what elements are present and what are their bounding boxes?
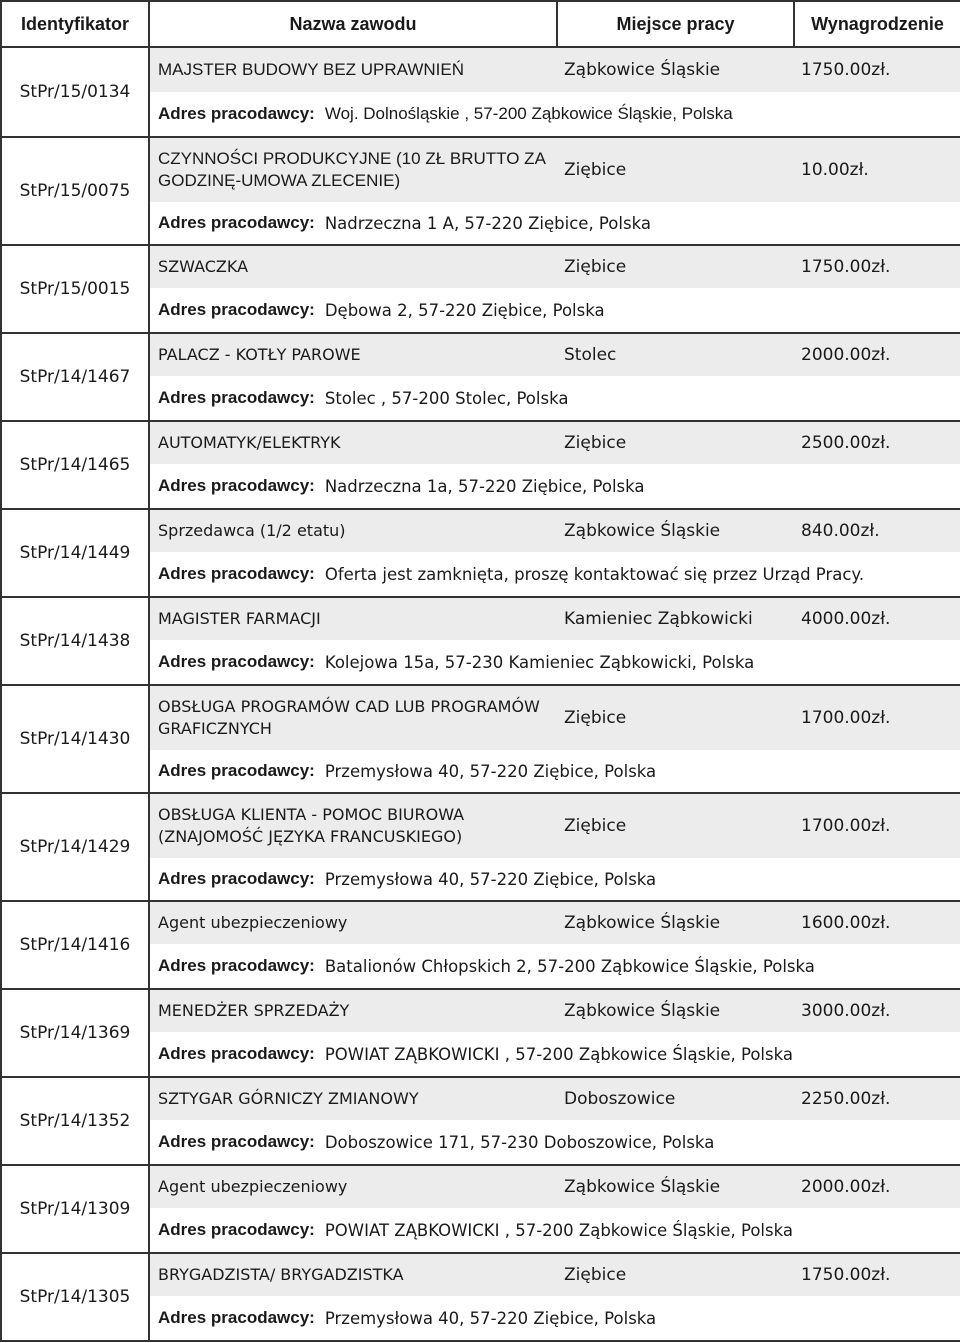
offer-line xyxy=(150,1254,960,1296)
employer-address-line xyxy=(150,1208,960,1252)
employer-address-line xyxy=(150,944,960,988)
table-row xyxy=(1,245,960,333)
salary: 840.00zł. xyxy=(801,521,880,541)
job-title: OBSŁUGA PROGRAMÓW CAD LUB PROGRAMÓW GRAFICZNYCH xyxy=(158,697,540,738)
offer-line xyxy=(150,794,960,858)
employer-address-line xyxy=(150,202,960,244)
offer-details xyxy=(149,597,960,685)
employer-address-line xyxy=(150,376,960,420)
job-title: SZTYGAR GÓRNICZY ZMIANOWY xyxy=(158,1089,419,1108)
job-offers-body xyxy=(1,47,960,1341)
salary: 2500.00zł. xyxy=(801,433,891,453)
employer-address: POWIAT ZĄBKOWICKI , 57-200 Ząbkowice Śląskie, Polska xyxy=(324,1044,793,1064)
offer-id: StPr/14/1369 xyxy=(1,989,149,1077)
salary: 1600.00zł. xyxy=(801,913,891,933)
salary: 1750.00zł. xyxy=(801,60,891,80)
employer-address: Woj. Dolnośląskie , 57-200 Ząbkowice Śląskie, Polska xyxy=(324,104,733,123)
offer-line xyxy=(150,422,960,464)
work-place: Ząbkowice Śląskie xyxy=(564,521,721,541)
address-label: Adres pracodawcy: xyxy=(158,1044,315,1063)
salary: 1750.00zł. xyxy=(801,257,891,277)
employer-address: Oferta jest zamknięta, proszę kontaktować się przez Urząd Pracy. xyxy=(324,564,865,584)
employer-address-line xyxy=(150,1120,960,1164)
offer-line xyxy=(150,48,960,92)
table-row xyxy=(1,137,960,245)
employer-address-line xyxy=(150,552,960,596)
salary: 1750.00zł. xyxy=(801,1265,891,1285)
work-place: Ząbkowice Śląskie xyxy=(564,60,721,80)
offer-id: StPr/15/0015 xyxy=(1,245,149,333)
salary: 1700.00zł. xyxy=(801,816,891,836)
address-label: Adres pracodawcy: xyxy=(158,869,315,888)
offer-id: StPr/14/1352 xyxy=(1,1077,149,1165)
header-name: Nazwa zawodu xyxy=(149,1,557,47)
header-pay: Wynagrodzenie xyxy=(794,1,960,47)
work-place: Ziębice xyxy=(564,1265,627,1285)
address-label: Adres pracodawcy: xyxy=(158,476,315,495)
offer-id: StPr/14/1305 xyxy=(1,1253,149,1341)
work-place: Ziębice xyxy=(564,708,627,728)
address-label: Adres pracodawcy: xyxy=(158,388,315,407)
offer-id: StPr/14/1416 xyxy=(1,901,149,989)
address-label: Adres pracodawcy: xyxy=(158,956,315,975)
job-title: MENEDŻER SPRZEDAŻY xyxy=(158,1001,350,1020)
address-label: Adres pracodawcy: xyxy=(158,652,315,671)
employer-address-line xyxy=(150,1032,960,1076)
offer-details xyxy=(149,509,960,597)
salary: 2250.00zł. xyxy=(801,1089,891,1109)
employer-address: Doboszowice 171, 57-230 Doboszowice, Polska xyxy=(324,1132,715,1152)
table-row xyxy=(1,1165,960,1253)
address-label: Adres pracodawcy: xyxy=(158,1220,315,1239)
offer-details xyxy=(149,685,960,793)
offer-line xyxy=(150,990,960,1032)
offer-details xyxy=(149,245,960,333)
salary: 1700.00zł. xyxy=(801,708,891,728)
offer-id: StPr/14/1309 xyxy=(1,1165,149,1253)
table-row xyxy=(1,901,960,989)
employer-address: Przemysłowa 40, 57-220 Ziębice, Polska xyxy=(324,761,657,781)
table-row xyxy=(1,793,960,901)
work-place: Ząbkowice Śląskie xyxy=(564,1177,721,1197)
work-place: Ziębice xyxy=(564,257,627,277)
address-label: Adres pracodawcy: xyxy=(158,300,315,319)
table-row xyxy=(1,333,960,421)
employer-address: Nadrzeczna 1 A, 57-220 Ziębice, Polska xyxy=(324,213,651,233)
table-row xyxy=(1,597,960,685)
offer-id: StPr/14/1467 xyxy=(1,333,149,421)
offer-line xyxy=(150,510,960,552)
offer-line xyxy=(150,686,960,750)
job-title: OBSŁUGA KLIENTA - POMOC BIUROWA (ZNAJOMOŚĆ JĘZYKA FRANCUSKIEGO) xyxy=(158,805,465,846)
offer-details xyxy=(149,793,960,901)
offer-line xyxy=(150,902,960,944)
job-title: AUTOMATYK/ELEKTRYK xyxy=(158,433,341,452)
job-title: Agent ubezpieczeniowy xyxy=(158,913,348,932)
employer-address: Stolec , 57-200 Stolec, Polska xyxy=(324,388,569,408)
offer-line xyxy=(150,334,960,376)
address-label: Adres pracodawcy: xyxy=(158,1132,315,1151)
work-place: Kamieniec Ząbkowicki xyxy=(564,609,753,629)
offer-details xyxy=(149,1165,960,1253)
table-row xyxy=(1,1077,960,1165)
salary: 4000.00zł. xyxy=(801,609,891,629)
salary: 2000.00zł. xyxy=(801,1177,891,1197)
salary: 3000.00zł. xyxy=(801,1001,891,1021)
offer-details xyxy=(149,333,960,421)
job-title: MAJSTER BUDOWY BEZ UPRAWNIEŃ xyxy=(158,60,465,79)
job-title: Sprzedawca (1/2 etatu) xyxy=(158,521,346,540)
offer-details xyxy=(149,901,960,989)
offer-id: StPr/14/1465 xyxy=(1,421,149,509)
employer-address-line xyxy=(150,288,960,332)
job-title: Agent ubezpieczeniowy xyxy=(158,1177,348,1196)
employer-address: Nadrzeczna 1a, 57-220 Ziębice, Polska xyxy=(324,476,645,496)
address-label: Adres pracodawcy: xyxy=(158,564,315,583)
header-place: Miejsce pracy xyxy=(557,1,794,47)
table-row xyxy=(1,685,960,793)
address-label: Adres pracodawcy: xyxy=(158,1308,315,1327)
header-id: Identyfikator xyxy=(1,1,149,47)
offer-line xyxy=(150,138,960,202)
offer-id: StPr/14/1438 xyxy=(1,597,149,685)
table-row xyxy=(1,1253,960,1341)
offer-details xyxy=(149,47,960,137)
offer-details xyxy=(149,137,960,245)
offer-details xyxy=(149,421,960,509)
work-place: Ząbkowice Śląskie xyxy=(564,913,721,933)
address-label: Adres pracodawcy: xyxy=(158,104,315,123)
table-row xyxy=(1,47,960,137)
offer-line xyxy=(150,598,960,640)
table-row xyxy=(1,989,960,1077)
address-label: Adres pracodawcy: xyxy=(158,761,315,780)
work-place: Ząbkowice Śląskie xyxy=(564,1001,721,1021)
work-place: Stolec xyxy=(564,345,617,365)
employer-address-line xyxy=(150,1296,960,1340)
offer-line xyxy=(150,1078,960,1120)
salary: 2000.00zł. xyxy=(801,345,891,365)
employer-address: Przemysłowa 40, 57-220 Ziębice, Polska xyxy=(324,1308,657,1328)
offer-id: StPr/15/0134 xyxy=(1,47,149,137)
offer-details xyxy=(149,1253,960,1341)
employer-address-line xyxy=(150,858,960,900)
job-title: PALACZ - KOTŁY PAROWE xyxy=(158,345,361,364)
work-place: Ziębice xyxy=(564,433,627,453)
employer-address: Batalionów Chłopskich 2, 57-200 Ząbkowice Śląskie, Polska xyxy=(324,956,815,976)
job-title: BRYGADZISTA/ BRYGADZISTKA xyxy=(158,1265,404,1284)
employer-address: Dębowa 2, 57-220 Ziębice, Polska xyxy=(324,300,605,320)
salary: 10.00zł. xyxy=(801,160,869,180)
offer-details xyxy=(149,1077,960,1165)
employer-address-line xyxy=(150,640,960,684)
table-header-row xyxy=(1,1,960,47)
offer-line xyxy=(150,246,960,288)
employer-address-line xyxy=(150,750,960,792)
offer-id: StPr/15/0075 xyxy=(1,137,149,245)
offer-id: StPr/14/1449 xyxy=(1,509,149,597)
table-row xyxy=(1,509,960,597)
work-place: Doboszowice xyxy=(564,1089,676,1109)
job-title: CZYNNOŚCI PRODUKCYJNE (10 ZŁ BRUTTO ZA GODZINĘ-UMOWA ZLECENIE) xyxy=(158,149,545,190)
employer-address: POWIAT ZĄBKOWICKI , 57-200 Ząbkowice Śląskie, Polska xyxy=(324,1220,793,1240)
offer-id: StPr/14/1429 xyxy=(1,793,149,901)
employer-address-line xyxy=(150,464,960,508)
table-row xyxy=(1,421,960,509)
work-place: Ziębice xyxy=(564,816,627,836)
employer-address: Przemysłowa 40, 57-220 Ziębice, Polska xyxy=(324,869,657,889)
address-label: Adres pracodawcy: xyxy=(158,213,315,232)
work-place: Ziębice xyxy=(564,160,627,180)
offer-details xyxy=(149,989,960,1077)
offer-id: StPr/14/1430 xyxy=(1,685,149,793)
employer-address-line xyxy=(150,92,960,136)
employer-address: Kolejowa 15a, 57-230 Kamieniec Ząbkowicki, Polska xyxy=(324,652,755,672)
offer-line xyxy=(150,1166,960,1208)
job-title: SZWACZKA xyxy=(158,257,249,276)
job-title: MAGISTER FARMACJI xyxy=(158,609,321,628)
